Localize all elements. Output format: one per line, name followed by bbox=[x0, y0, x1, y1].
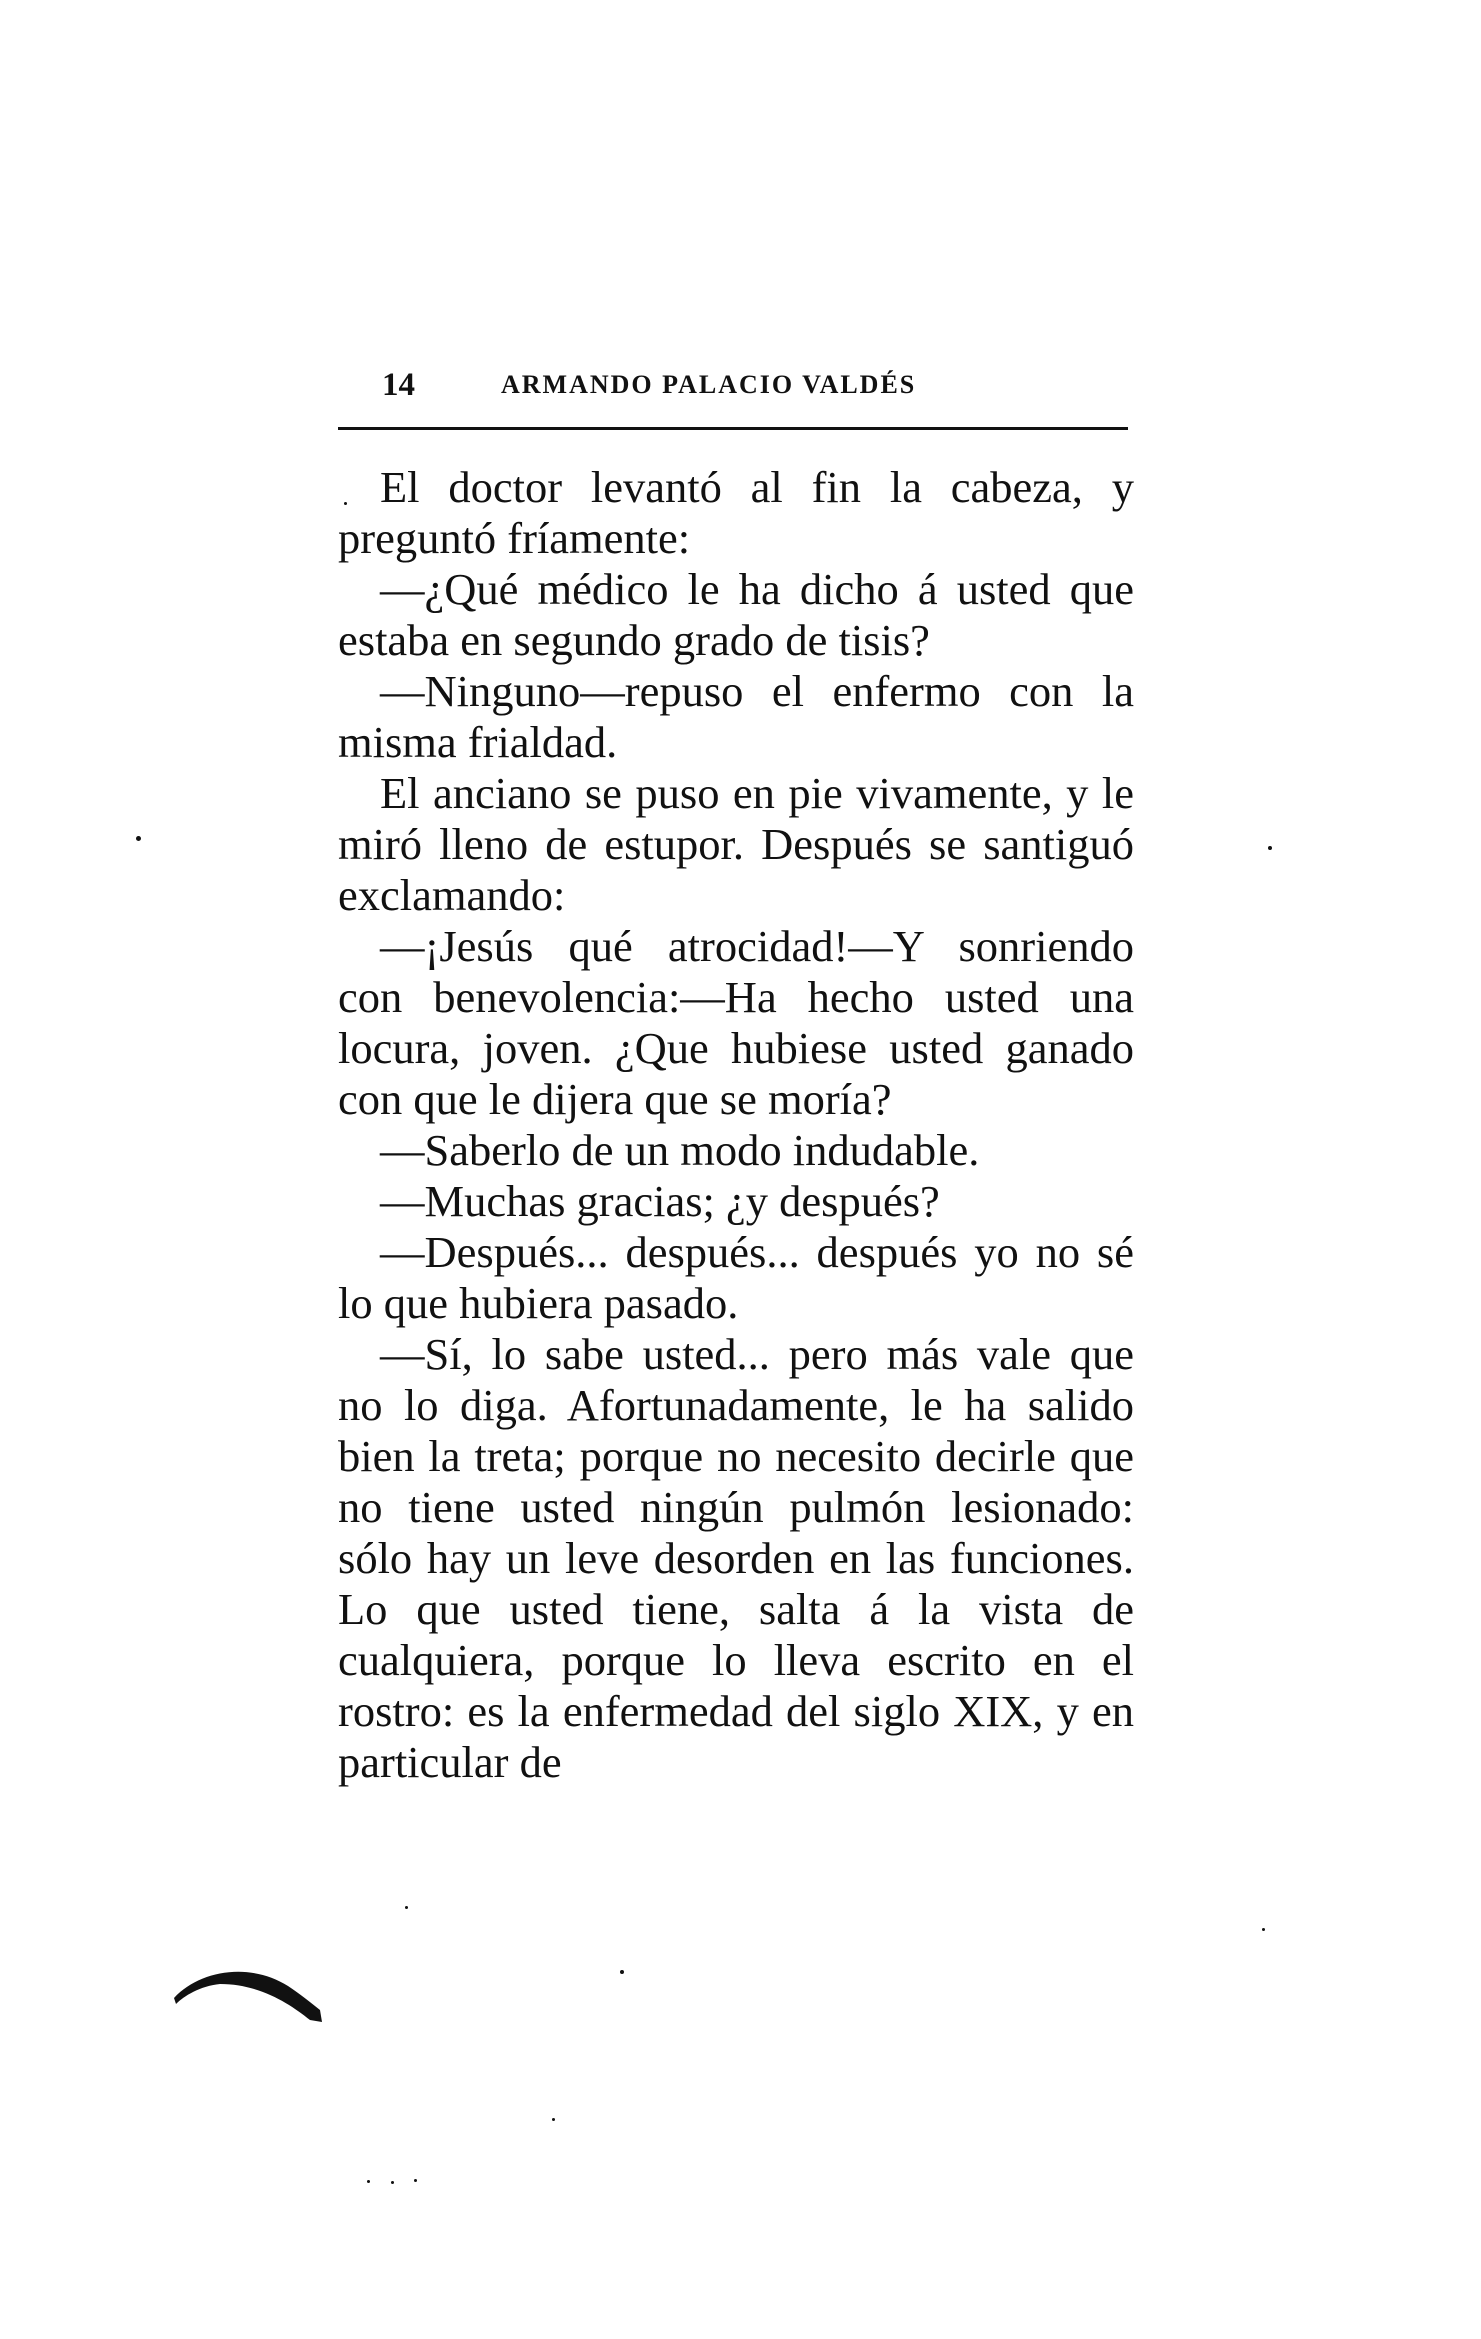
print-speck bbox=[1268, 846, 1272, 850]
print-speck bbox=[136, 836, 141, 841]
page-number: 14 bbox=[382, 367, 415, 403]
paragraph: —Ninguno—repuso el enfermo con la misma frialdad. bbox=[338, 666, 1134, 767]
header-rule bbox=[338, 427, 1128, 430]
print-speck bbox=[1262, 1928, 1265, 1931]
paragraph: —Sí, lo sabe usted... pero más vale que no lo diga. Afortunadamente, le ha salido bien la treta; porque no necesito decirle que no tiene usted ningún pulmón lesionado: sólo hay un leve desorden en las funciones. Lo que usted tiene, salta á la vista de cualquiera, porque lo lleva escrito en el rostro: es la enfermedad del siglo XIX, y en particular de bbox=[338, 1329, 1134, 1787]
paragraph: —¡Jesús qué atrocidad!—Y sonriendo con benevolencia:—Ha hecho usted una locura, joven. ¿Que hubiese usted ganado con que le dijera que se moría? bbox=[338, 921, 1134, 1124]
paragraph: El doctor levantó al fin la cabeza, y preguntó fríamente: bbox=[338, 462, 1134, 563]
print-speck bbox=[552, 2118, 555, 2121]
running-head bbox=[338, 360, 1128, 410]
paragraph: —Muchas gracias; ¿y después? bbox=[380, 1176, 940, 1226]
print-speck bbox=[405, 1906, 408, 1909]
body-text bbox=[338, 462, 1134, 1788]
running-head-title: ARMANDO PALACIO VALDÉS bbox=[501, 370, 917, 399]
ink-smudge bbox=[170, 1958, 330, 2038]
paragraph: —Saberlo de un modo indudable. bbox=[380, 1125, 980, 1175]
print-speck bbox=[391, 2181, 394, 2184]
paragraph: —¿Qué médico le ha dicho á usted que estaba en segundo grado de tisis? bbox=[338, 564, 1134, 665]
paragraph: El anciano se puso en pie vivamente, y le miró lleno de estupor. Después se santiguó exclamando: bbox=[338, 768, 1134, 920]
print-speck bbox=[414, 2179, 417, 2182]
print-speck bbox=[344, 502, 347, 505]
print-speck bbox=[367, 2180, 370, 2183]
paragraph: —Después... después... después yo no sé lo que hubiera pasado. bbox=[338, 1227, 1134, 1328]
print-speck bbox=[620, 1970, 624, 1974]
